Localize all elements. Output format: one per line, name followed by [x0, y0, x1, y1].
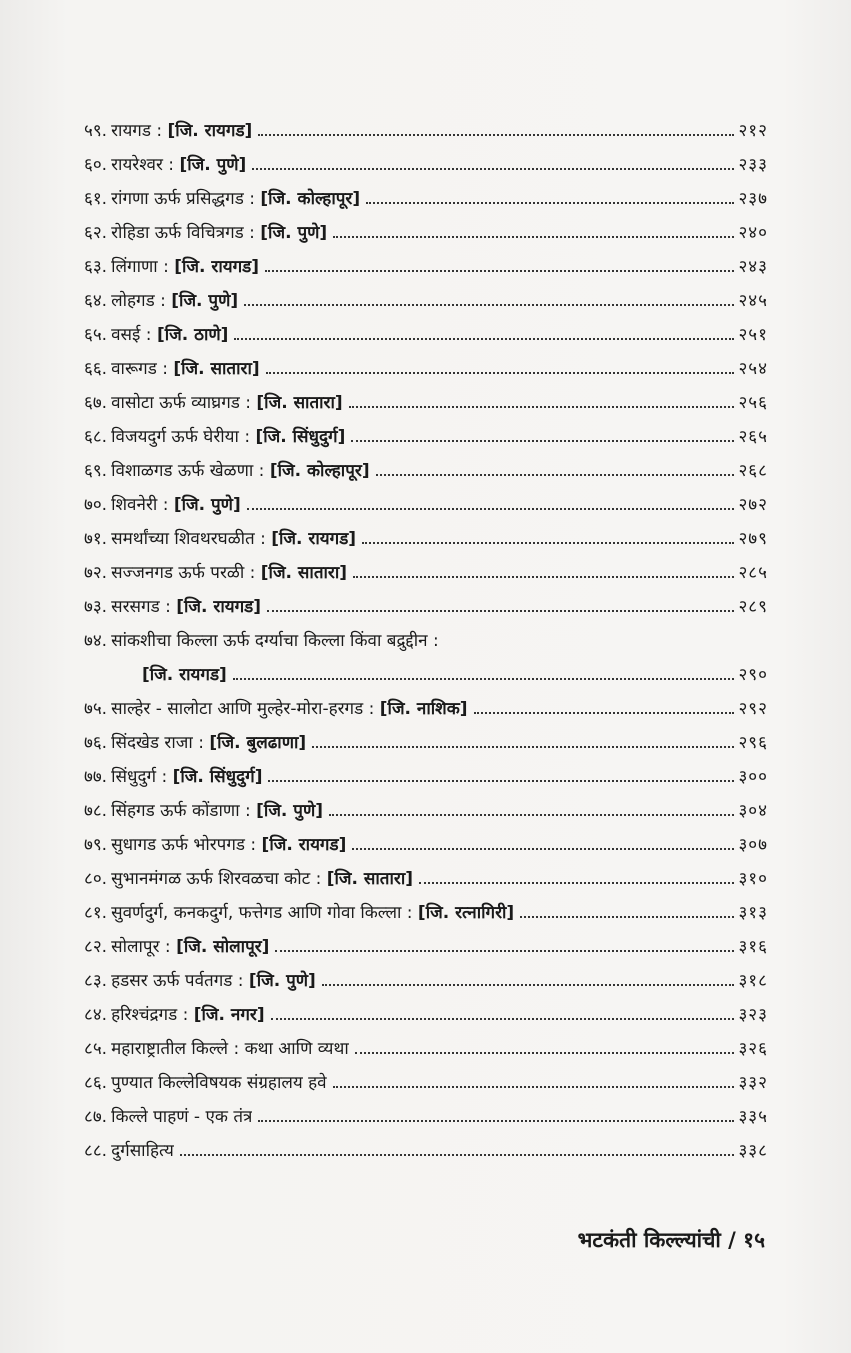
toc-entry [84, 312, 768, 346]
toc-entry-title-text: किल्ले पाहणं - एक तंत्र [111, 1107, 253, 1127]
toc-entry-title-text: रांगणा ऊर्फ प्रसिद्धगड : [111, 189, 255, 209]
dot-leader [180, 1154, 735, 1156]
toc-entry [84, 380, 768, 414]
toc-entry [84, 278, 768, 312]
toc-entry-number: ७२. [84, 563, 108, 583]
dot-leader [266, 372, 735, 374]
toc-entry-page: २९२ [738, 699, 768, 719]
toc-entry-title [107, 834, 346, 856]
toc-entry-page: २९६ [738, 733, 768, 753]
toc-entry-district: [जि. सातारा] [260, 563, 348, 583]
toc-entry-page: २८९ [738, 597, 768, 617]
toc-entry [84, 890, 768, 924]
toc-entry-district: [जि. रायगड] [271, 529, 357, 549]
toc-entry-title [107, 460, 370, 482]
toc-entry [84, 346, 768, 380]
toc-entry [84, 686, 768, 720]
toc-entry-district: [जि. सोलापूर] [176, 937, 270, 957]
toc-entry-number: ५९. [84, 121, 108, 141]
toc-entry-title-text: विजयदुर्ग ऊर्फ घेरीया : [111, 427, 251, 447]
toc-entry-title-text: लोहगड : [111, 291, 166, 311]
dot-leader [271, 1018, 735, 1020]
toc-entry-title [107, 800, 323, 822]
dot-leader [267, 610, 734, 612]
toc-entry-district: [जि. पुणे] [171, 291, 239, 311]
dot-leader [366, 202, 734, 204]
toc-entry-district: [जि. रायगड] [167, 121, 253, 141]
toc-entry-title [107, 1106, 252, 1128]
toc-entry-title [107, 1038, 349, 1060]
dot-leader [333, 236, 734, 238]
toc-entry [84, 618, 768, 652]
dot-leader [349, 406, 735, 408]
toc-entry [84, 992, 768, 1026]
toc-entry-number: ६७. [84, 393, 108, 413]
dot-leader [244, 304, 734, 306]
toc-entry-title [107, 1140, 174, 1162]
toc-entry-title [107, 868, 413, 890]
toc-entry-title [107, 630, 439, 652]
toc-entry-district: [जि. रायगड] [174, 257, 260, 277]
dot-leader [252, 168, 734, 170]
toc-entry-number: ७४. [84, 631, 108, 651]
toc-entry-title [107, 528, 356, 550]
toc-entry-title [107, 970, 316, 992]
toc-entry-number: ७०. [84, 495, 108, 515]
dot-leader [258, 1120, 734, 1122]
toc-entry [84, 108, 768, 142]
toc-entry-district: [जि. सिंधुदुर्ग] [172, 767, 263, 787]
dot-leader [265, 270, 734, 272]
toc-entry-title-text: सुधागड ऊर्फ भोरपगड : [111, 835, 257, 855]
toc-entry-title [107, 426, 345, 448]
toc-entry [84, 584, 768, 618]
page-footer [578, 1226, 765, 1254]
dot-leader [258, 134, 734, 136]
dot-leader [351, 440, 734, 442]
toc-entry-title-text: सुभानमंगळ ऊर्फ शिरवळचा कोट : [111, 869, 322, 889]
dot-leader [352, 848, 734, 850]
toc-entry-title [107, 290, 238, 312]
dot-leader [234, 338, 734, 340]
toc-entry-page: २३७ [738, 189, 768, 209]
toc-entry-title [107, 1072, 327, 1094]
toc-entry [84, 448, 768, 482]
toc-entry-district: [जि. नगर] [193, 1005, 265, 1025]
toc-entry-district: [जि. सातारा] [256, 393, 343, 413]
toc-entry-title [107, 732, 306, 754]
toc-entry-title [107, 188, 360, 210]
toc-entry-page: २४५ [738, 291, 768, 311]
toc-entry-title-text: वासोटा ऊर्फ व्याघ्रगड : [111, 393, 251, 413]
toc-entry-title [107, 902, 514, 924]
dot-leader [275, 950, 734, 952]
toc-entry-number: ६१. [84, 189, 108, 209]
toc-entry-number: ८६. [84, 1073, 108, 1093]
toc-entry-title-text: साल्हेर - सालोटा आणि मुल्हेर-मोरा-हरगड : [111, 699, 375, 719]
toc-entry-title [107, 154, 246, 176]
toc-entry-number: ७७. [84, 767, 108, 787]
toc-entry-title-text: वारूगड : [111, 359, 168, 379]
toc-entry-number: ६४. [84, 291, 108, 311]
toc-entry-title [107, 1004, 265, 1026]
toc-entry-page: २९० [738, 665, 768, 685]
toc-entry-title-text: रायरेश्वर : [111, 155, 175, 175]
toc-entry-number: ८७. [84, 1107, 108, 1127]
toc-entry [84, 550, 768, 584]
toc-entry-title-text: विशाळगड ऊर्फ खेळणा : [111, 461, 265, 481]
toc-entry-page: ३०० [738, 767, 768, 787]
toc-entry [84, 788, 768, 822]
toc-entry-title [107, 698, 467, 720]
dot-leader [268, 780, 734, 782]
toc-entry-number: ८०. [84, 869, 108, 889]
toc-entry [84, 244, 768, 278]
toc-entry [84, 210, 768, 244]
dot-leader [312, 746, 734, 748]
toc-entry-title [107, 256, 259, 278]
toc-entry-page: ३२६ [738, 1039, 768, 1059]
toc-entry [84, 142, 768, 176]
dot-leader [474, 712, 735, 714]
toc-entry-page: २६८ [738, 461, 768, 481]
toc-entry-title [107, 392, 343, 414]
dot-leader [355, 1052, 735, 1054]
toc-entry-page: २१२ [738, 121, 768, 141]
toc-entry [84, 414, 768, 448]
toc-entry [84, 1094, 768, 1128]
toc-entry-district: [जि. कोल्हापूर] [260, 189, 361, 209]
toc-entry-number: ७६. [84, 733, 108, 753]
table-of-contents [84, 108, 768, 1162]
toc-entry-number: ८१. [84, 903, 108, 923]
toc-entry-title-text: दुर्गसाहित्य [111, 1141, 174, 1161]
toc-entry [84, 924, 768, 958]
toc-entry-title-text: सिंहगड ऊर्फ कोंडाणा : [111, 801, 251, 821]
toc-entry-title-text: लिंगाणा : [111, 257, 169, 277]
toc-entry-page: ३०७ [738, 835, 768, 855]
toc-entry-page: २५६ [738, 393, 768, 413]
toc-entry-title [107, 562, 347, 584]
toc-entry-number: ६६. [84, 359, 108, 379]
dot-leader [322, 984, 735, 986]
toc-entry-page: २८५ [738, 563, 768, 583]
dot-leader [333, 1086, 735, 1088]
toc-entry-district: [जि. बुलढाणा] [209, 733, 307, 753]
toc-entry-title [107, 324, 228, 346]
toc-entry-number: ६८. [84, 427, 108, 447]
toc-entry-page: ३१६ [738, 937, 768, 957]
toc-entry [84, 720, 768, 754]
toc-entry-number: ८४. [84, 1005, 108, 1025]
toc-entry [84, 958, 768, 992]
toc-entry-title-text: सुवर्णदुर्ग, कनकदुर्ग, फत्तेगड आणि गोवा किल्ला : [111, 903, 413, 923]
toc-entry [84, 482, 768, 516]
toc-entry-title [107, 936, 269, 958]
toc-entry-title [107, 494, 241, 516]
toc-entry-title-text: रायगड : [111, 121, 163, 141]
toc-entry-title-text: पुण्यात किल्लेविषयक संग्रहालय हवे [111, 1073, 327, 1093]
toc-entry-district: [जि. पुणे] [256, 801, 324, 821]
toc-entry-title [107, 358, 260, 380]
toc-entry [84, 1026, 768, 1060]
dot-leader [520, 916, 734, 918]
footer-book-title: भटकंती किल्ल्यांची / [577, 1228, 736, 1252]
toc-entry-district: [जि. पुणे] [260, 223, 328, 243]
footer-page-number: १५ [743, 1228, 765, 1252]
toc-entry-title-text: सिंदखेड राजा : [111, 733, 204, 753]
toc-entry-district: [जि. पुणे] [179, 155, 247, 175]
toc-entry-page: ३२३ [738, 1005, 768, 1025]
toc-entry [84, 652, 768, 686]
toc-entry [84, 516, 768, 550]
toc-entry-title-text: सिंधुदुर्ग : [111, 767, 168, 787]
toc-entry-page: ३१८ [738, 971, 768, 991]
toc-entry-district: [जि. पुणे] [248, 971, 316, 991]
toc-entry-page: ३३८ [738, 1141, 768, 1161]
toc-entry-page: २६५ [738, 427, 768, 447]
toc-entry-title-text: सोलापूर : [111, 937, 171, 957]
toc-entry-page: २४३ [738, 257, 768, 277]
dot-leader [353, 576, 734, 578]
toc-entry [84, 176, 768, 210]
toc-entry-title [107, 120, 252, 142]
toc-entry-title-text: वसई : [111, 325, 152, 345]
toc-entry-page: ३०४ [738, 801, 768, 821]
dot-leader [362, 542, 734, 544]
toc-entry-district: [जि. रायगड] [261, 835, 347, 855]
toc-entry-title [107, 222, 327, 244]
toc-entry-page: २७९ [738, 529, 768, 549]
toc-entry-district: [जि. रायगड] [142, 665, 227, 685]
toc-entry-number: ८८. [84, 1141, 108, 1161]
toc-entry-district: [जि. सिंधुदुर्ग] [255, 427, 346, 447]
toc-entry-number: ६५. [84, 325, 108, 345]
toc-entry-page: २७२ [738, 495, 768, 515]
toc-entry [84, 822, 768, 856]
toc-entry-district: [जि. रायगड] [176, 597, 262, 617]
toc-entry-page: ३३५ [738, 1107, 768, 1127]
toc-entry-title [84, 664, 227, 686]
toc-entry-number: ६०. [84, 155, 108, 175]
toc-entry-district: [जि. रत्नागिरी] [417, 903, 515, 923]
toc-entry-number: ६२. [84, 223, 108, 243]
toc-entry [84, 856, 768, 890]
toc-entry-title [107, 766, 262, 788]
toc-entry-number: ८५. [84, 1039, 108, 1059]
toc-entry-district: [जि. ठाणे] [156, 325, 229, 345]
toc-entry-title-text: महाराष्ट्रातील किल्ले : कथा आणि व्यथा [111, 1039, 349, 1059]
toc-entry-title-text: हडसर ऊर्फ पर्वतगड : [111, 971, 244, 991]
toc-entry-district: [जि. नाशिक] [379, 699, 468, 719]
toc-entry-title-text: रोहिडा ऊर्फ विचित्रगड : [111, 223, 255, 243]
toc-entry-page: २४० [738, 223, 768, 243]
toc-entry-page: २३३ [738, 155, 768, 175]
toc-entry-page: ३१० [738, 869, 768, 889]
toc-entry-number: ८३. [84, 971, 108, 991]
toc-entry-number: ७५. [84, 699, 108, 719]
toc-entry-district: [जि. पुणे] [173, 495, 241, 515]
toc-entry-title-text: सरसगड : [111, 597, 171, 617]
toc-entry-page: ३३२ [738, 1073, 768, 1093]
dot-leader [419, 882, 734, 884]
toc-entry [84, 754, 768, 788]
toc-entry-number: ८२. [84, 937, 108, 957]
toc-entry [84, 1060, 768, 1094]
dot-leader [376, 474, 735, 476]
toc-entry-title-text: हरिश्चंद्रगड : [111, 1005, 189, 1025]
toc-entry-number: ७९. [84, 835, 108, 855]
dot-leader [329, 814, 734, 816]
toc-entry-number: ६३. [84, 257, 108, 277]
toc-entry-number: ६९. [84, 461, 108, 481]
toc-entry-title-text: शिवनेरी : [111, 495, 169, 515]
dot-leader [233, 678, 735, 680]
toc-entry-page: २५४ [738, 359, 768, 379]
toc-entry-district: [जि. कोल्हापूर] [269, 461, 370, 481]
toc-entry-district: [जि. सातारा] [326, 869, 414, 889]
toc-entry-number: ७१. [84, 529, 108, 549]
toc-entry-title-text: सांकशीचा किल्ला ऊर्फ दर्ग्याचा किल्ला किंवा बद्रुद्दीन : [111, 631, 439, 651]
toc-entry-title [107, 596, 261, 618]
dot-leader [247, 508, 735, 510]
toc-entry-title-text: सज्जनगड ऊर्फ परळी : [111, 563, 256, 583]
toc-entry-page: २५१ [738, 325, 768, 345]
toc-entry-page: ३१३ [738, 903, 768, 923]
toc-entry [84, 1128, 768, 1162]
toc-entry-district: [जि. सातारा] [173, 359, 260, 379]
toc-entry-number: ७३. [84, 597, 108, 617]
toc-entry-number: ७८. [84, 801, 108, 821]
toc-entry-title-text: समर्थांच्या शिवथरघळीत : [111, 529, 266, 549]
